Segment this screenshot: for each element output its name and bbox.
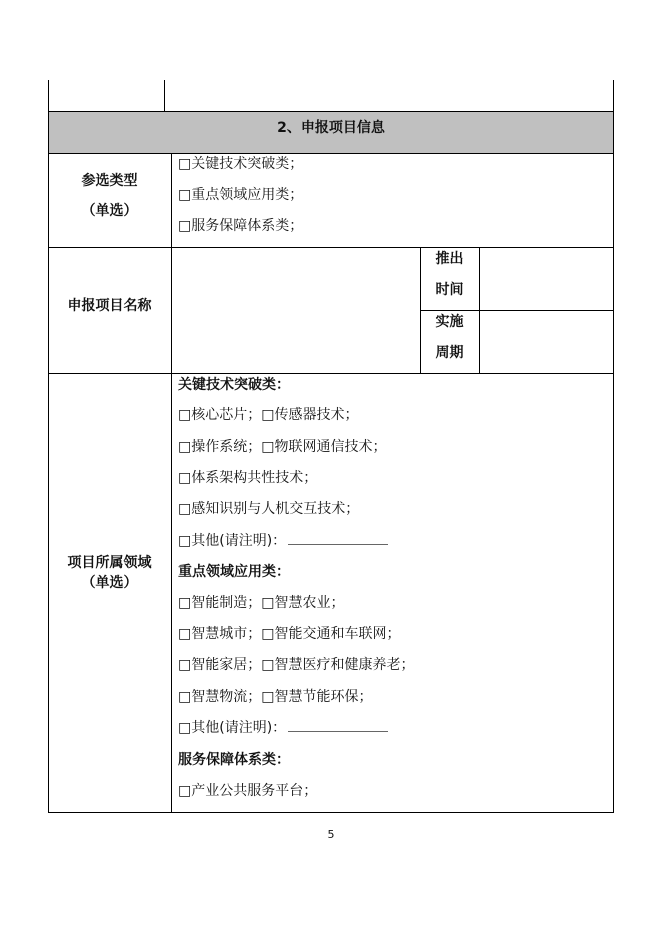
checkbox-row[interactable]: □智能制造；□智慧农业； — [178, 595, 345, 611]
table-border — [420, 310, 614, 311]
checkbox-row[interactable]: □操作系统；□物联网通信技术； — [178, 439, 387, 455]
launch-time-label-line2: 时间 — [435, 282, 464, 298]
table-border — [48, 812, 614, 813]
table-border — [164, 80, 165, 112]
group-title-service-system: 服务保障体系类： — [178, 752, 290, 768]
participation-type-note: （单选） — [81, 203, 138, 219]
project-field-note: （单选） — [81, 575, 138, 591]
table-border — [48, 247, 614, 248]
table-border — [48, 80, 49, 112]
table-border — [48, 111, 614, 112]
period-label-line2: 周期 — [435, 345, 464, 361]
checkbox-other-key-tech[interactable] — [178, 532, 388, 550]
checkbox-row[interactable]: □核心芯片；□传感器技术； — [178, 407, 359, 423]
other-label: □其他(请注明)： — [178, 720, 287, 736]
checkbox-row[interactable]: □产业公共服务平台； — [178, 783, 318, 799]
checkbox-option-key-application[interactable]: □重点领域应用类； — [178, 187, 304, 203]
checkbox-row[interactable]: □体系架构共性技术； — [178, 470, 318, 486]
table-border — [613, 80, 614, 112]
other-fill-blank[interactable] — [288, 532, 388, 545]
table-border — [48, 373, 614, 374]
group-title-key-application: 重点领域应用类： — [178, 564, 290, 580]
checkbox-row[interactable]: □感知识别与人机交互技术； — [178, 501, 360, 517]
section-title: 2、申报项目信息 — [277, 120, 385, 136]
checkbox-other-application[interactable] — [178, 719, 388, 737]
period-label-line1: 实施 — [435, 314, 464, 330]
participation-type-label: 参选类型 — [81, 173, 138, 189]
checkbox-option-service-system[interactable]: □服务保障体系类； — [178, 218, 304, 234]
launch-time-label-line1: 推出 — [435, 251, 464, 267]
group-title-key-tech: 关键技术突破类： — [178, 377, 290, 393]
table-border — [48, 153, 614, 154]
checkbox-row[interactable]: □智慧城市；□智能交通和车联网； — [178, 626, 401, 642]
project-field-label: 项目所属领域 — [67, 555, 152, 571]
checkbox-option-key-tech[interactable]: □关键技术突破类； — [178, 156, 304, 172]
table-border — [613, 111, 614, 813]
other-fill-blank[interactable] — [288, 719, 388, 732]
project-name-label: 申报项目名称 — [67, 298, 152, 314]
checkbox-row[interactable]: □智慧物流；□智慧节能环保； — [178, 689, 373, 705]
page-number: 5 — [327, 828, 335, 841]
checkbox-row[interactable]: □智能家居；□智慧医疗和健康养老； — [178, 657, 415, 673]
other-label: □其他(请注明)： — [178, 533, 287, 549]
table-border — [171, 153, 172, 813]
